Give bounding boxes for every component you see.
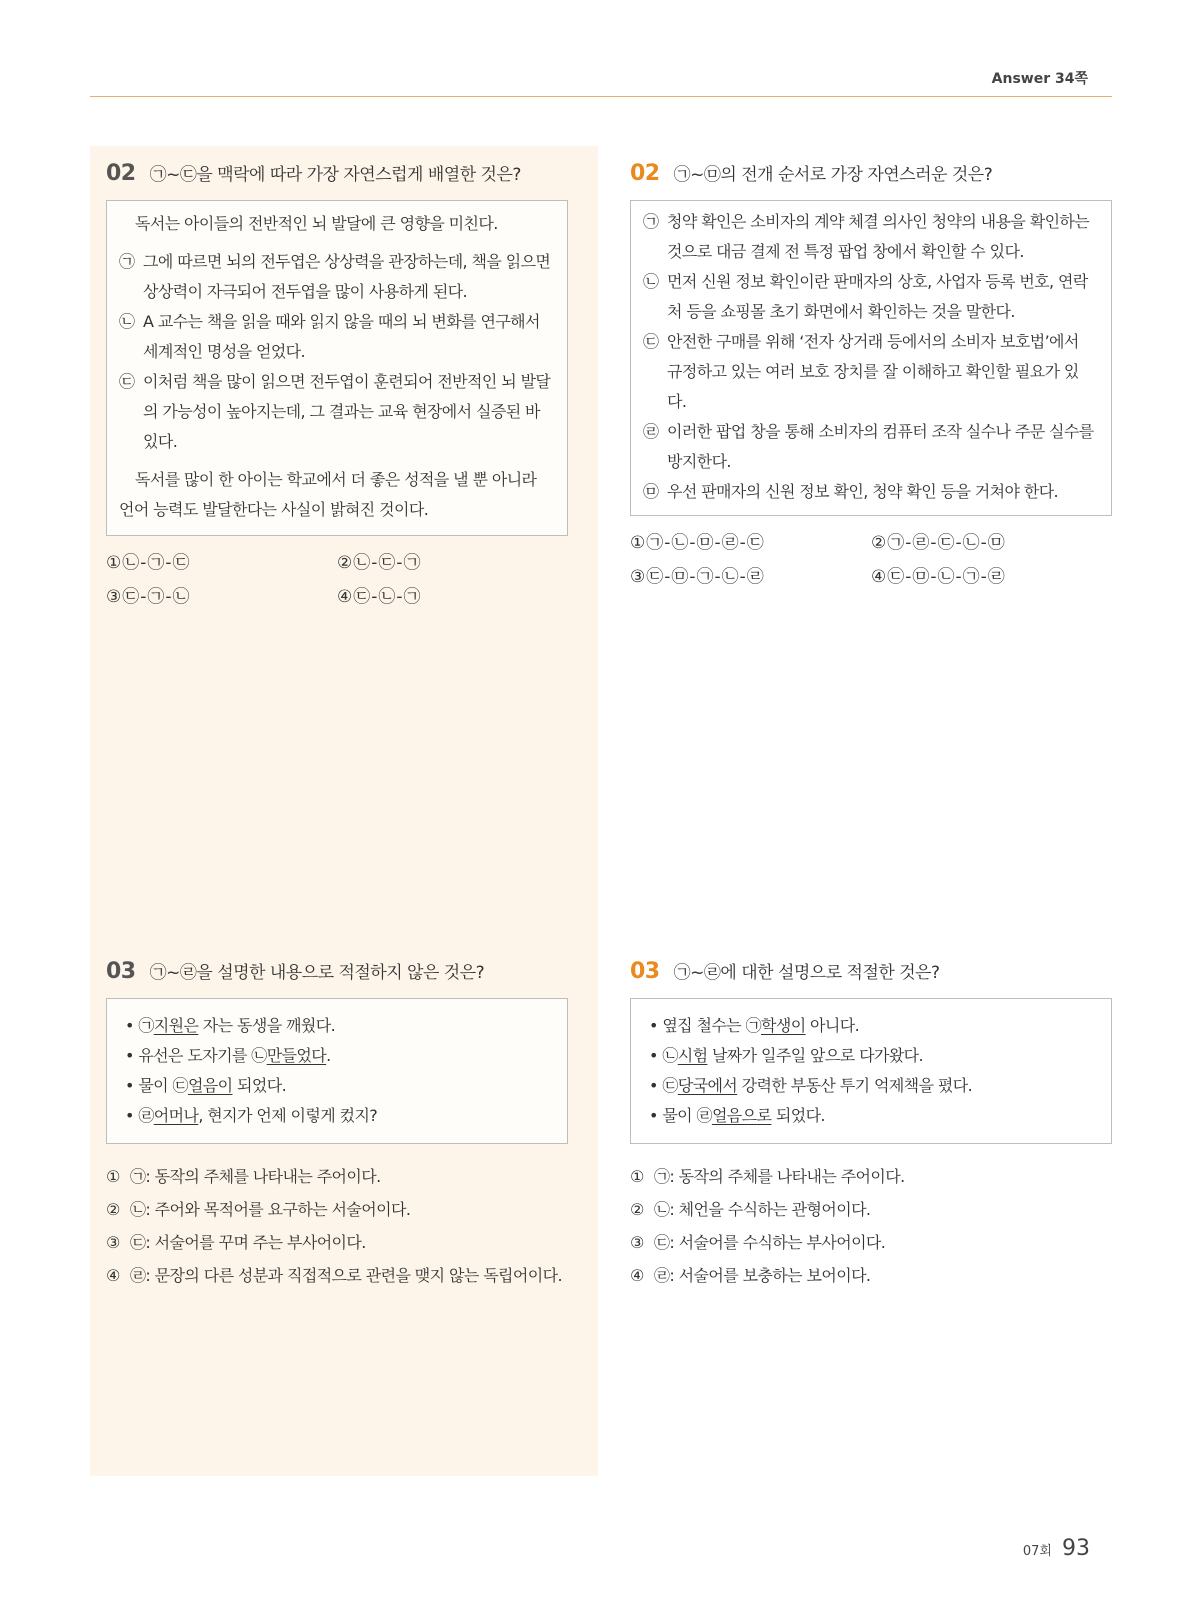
example-bullet-4: • ㉣어머나, 현지가 언제 이렇게 컸지? — [125, 1106, 378, 1125]
passage-item-5: ㉤ 우선 판매자의 신원 정보 확인, 청약 확인 등을 거쳐야 한다. — [643, 482, 1059, 501]
passage-item-1: ㉠ 그에 따르면 뇌의 전두엽은 상상력을 관장하는데, 책을 읽으면 상상력이 자극되어 전두엽을 많이 사용하게 된다. — [119, 252, 551, 301]
question-header — [630, 958, 1112, 984]
example-bullet-3: • ㉢당국에서 강력한 부동산 투기 억제책을 폈다. — [649, 1076, 973, 1095]
question-left-03 — [106, 958, 568, 1292]
passage-item-3: ㉢ 이처럼 책을 많이 읽으면 전두엽이 훈련되어 전반적인 뇌 발달의 가능성이 높아지는데, 그 결과는 교육 현장에서 실증된 바 있다. — [119, 372, 551, 451]
answer-3[interactable]: ③ ㉢: 서술어를 꾸며 주는 부사어이다. — [106, 1233, 366, 1252]
passage-intro: 독서는 아이들의 전반적인 뇌 발달에 큰 영향을 미친다. — [135, 214, 498, 233]
passage-box — [630, 200, 1112, 516]
header-divider — [90, 96, 1112, 97]
choice-4[interactable]: ④㉢-㉡-㉠ — [337, 587, 422, 607]
passage-item-4: ㉣ 이러한 팝업 창을 통해 소비자의 컴퓨터 조작 실수나 주문 실수를 방지한다. — [643, 422, 1094, 471]
question-stem: ㉠~㉣을 설명한 내용으로 적절하지 않은 것은? — [149, 963, 485, 983]
answer-2[interactable]: ② ㉡: 체언을 수식하는 관형어이다. — [630, 1200, 871, 1219]
question-header — [106, 958, 568, 984]
example-box — [630, 998, 1112, 1144]
question-stem: ㉠~㉤의 전개 순서로 가장 자연스러운 것은? — [673, 165, 993, 185]
example-bullet-1: • ㉠지원은 자는 동생을 깨웠다. — [125, 1016, 336, 1035]
question-number: 02 — [106, 161, 136, 186]
choice-3[interactable]: ③㉢-㉠-㉡ — [106, 587, 191, 607]
answer-choices — [106, 546, 568, 614]
page-number: 93 — [1062, 1536, 1090, 1561]
passage-outro: 독서를 많이 한 아이는 학교에서 더 좋은 성적을 낼 뿐 아니라 언어 능력도 발달한다는 사실이 밝혀진 것이다. — [119, 470, 537, 519]
answer-3[interactable]: ③ ㉢: 서술어를 수식하는 부사어이다. — [630, 1233, 886, 1252]
answer-4[interactable]: ④ ㉣: 문장의 다른 성분과 직접적으로 관련을 맺지 않는 독립어이다. — [106, 1266, 562, 1285]
question-number: 03 — [630, 959, 660, 984]
example-bullet-1: • 옆집 철수는 ㉠학생이 아니다. — [649, 1016, 860, 1035]
answer-list — [106, 1160, 568, 1292]
question-right-02 — [630, 160, 1112, 594]
passage-item-2: ㉡ A 교수는 책을 읽을 때와 읽지 않을 때의 뇌 변화를 연구해서 세계적인 명성을 얻었다. — [119, 312, 540, 361]
example-bullet-2: • ㉡시험 날짜가 일주일 앞으로 다가왔다. — [649, 1046, 924, 1065]
question-header — [106, 160, 568, 186]
passage-box — [106, 200, 568, 536]
choice-1[interactable]: ①㉠-㉡-㉤-㉣-㉢ — [630, 533, 765, 553]
example-box — [106, 998, 568, 1144]
example-bullet-4: • 물이 ㉣얼음으로 되었다. — [649, 1106, 825, 1125]
example-bullet-2: • 유선은 도자기를 ㉡만들었다. — [125, 1046, 331, 1065]
answer-1[interactable]: ① ㉠: 동작의 주체를 나타내는 주어이다. — [630, 1167, 905, 1186]
passage-item-1: ㉠ 청약 확인은 소비자의 계약 체결 의사인 청약의 내용을 확인하는 것으로 대금 결제 전 특정 팝업 창에서 확인할 수 있다. — [643, 212, 1090, 261]
answer-1[interactable]: ① ㉠: 동작의 주체를 나타내는 주어이다. — [106, 1167, 381, 1186]
question-stem: ㉠~㉢을 맥락에 따라 가장 자연스럽게 배열한 것은? — [149, 165, 521, 185]
answer-2[interactable]: ② ㉡: 주어와 목적어를 요구하는 서술어이다. — [106, 1200, 411, 1219]
question-header — [630, 160, 1112, 186]
choice-2[interactable]: ②㉠-㉣-㉢-㉡-㉤ — [871, 533, 1006, 553]
question-stem: ㉠~㉣에 대한 설명으로 적절한 것은? — [673, 963, 940, 983]
question-number: 02 — [630, 161, 660, 186]
answer-4[interactable]: ④ ㉣: 서술어를 보충하는 보어이다. — [630, 1266, 871, 1285]
choice-4[interactable]: ④㉢-㉤-㉡-㉠-㉣ — [871, 567, 1006, 587]
question-number: 03 — [106, 959, 136, 984]
answer-list — [630, 1160, 1112, 1292]
round-label: 07회 — [1022, 1544, 1052, 1559]
choice-1[interactable]: ①㉡-㉠-㉢ — [106, 553, 191, 573]
choice-3[interactable]: ③㉢-㉤-㉠-㉡-㉣ — [630, 567, 765, 587]
passage-item-3: ㉢ 안전한 구매를 위해 ‘전자 상거래 등에서의 소비자 보호법’에서 규정하고 있는 여러 보호 장치를 잘 이해하고 확인할 필요가 있다. — [643, 332, 1079, 411]
answer-choices — [630, 526, 1112, 594]
question-left-02 — [106, 160, 568, 614]
question-right-03 — [630, 958, 1112, 1292]
example-bullet-3: • 물이 ㉢얼음이 되었다. — [125, 1076, 287, 1095]
answer-page-label: Answer 34쪽 — [991, 71, 1088, 87]
page-footer — [1023, 1536, 1090, 1561]
choice-2[interactable]: ②㉡-㉢-㉠ — [337, 553, 422, 573]
passage-item-2: ㉡ 먼저 신원 정보 확인이란 판매자의 상호, 사업자 등록 번호, 연락처 등을 쇼핑몰 초기 화면에서 확인하는 것을 말한다. — [643, 272, 1088, 321]
